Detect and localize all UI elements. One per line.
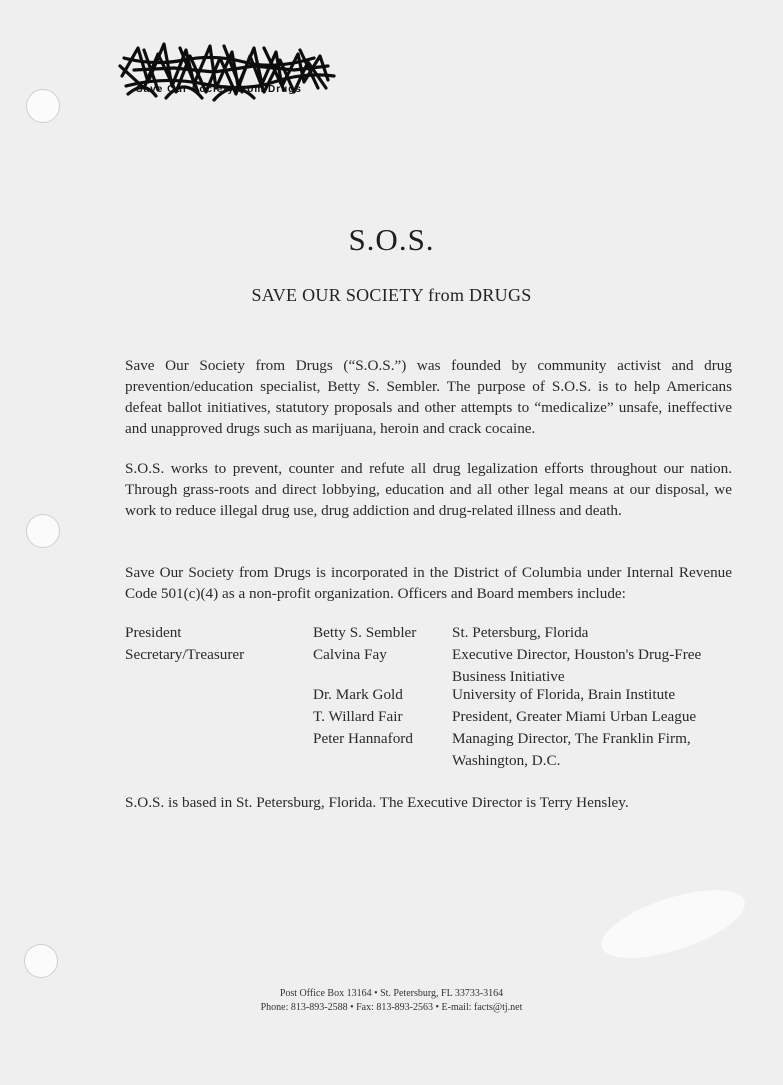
page-title: S.O.S. bbox=[348, 222, 435, 257]
mission-paragraph: S.O.S. works to prevent, counter and refute all drug legalization efforts throughout our nation. Through grass-roots and direct lobbying, education and all other legal means at our disposal, we work to reduce illegal drug use, drug addiction and drug-related illness and death. bbox=[125, 460, 732, 519]
officer-affiliation: Managing Director, The Franklin Firm, Washington, D.C. bbox=[452, 730, 691, 769]
redacted-logo bbox=[114, 36, 340, 108]
incorporation-paragraph: Save Our Society from Drugs is incorporated in the District of Columbia under Internal Revenue Code 501(c)(4) as a non-profit organization. Officers and Board members include: bbox=[125, 564, 732, 602]
officer-title: President bbox=[125, 624, 182, 641]
redaction-scribble bbox=[114, 36, 340, 108]
officer-affiliation: Executive Director, Houston's Drug-Free Business Initiative bbox=[452, 646, 702, 685]
footer-phone-email: Phone: 813-893-2588 • Fax: 813-893-2563 • E-mail: facts@tj.net bbox=[260, 1002, 523, 1013]
footer-address: Post Office Box 13164 • St. Petersburg, FL 33733-3164 bbox=[279, 988, 504, 999]
officer-affiliation: University of Florida, Brain Institute bbox=[452, 686, 676, 703]
punch-hole-top bbox=[26, 89, 60, 123]
officer-name: Dr. Mark Gold bbox=[313, 686, 403, 703]
officer-name: T. Willard Fair bbox=[313, 708, 403, 725]
officer-affiliation: President, Greater Miami Urban League bbox=[452, 708, 697, 725]
scan-smudge bbox=[594, 876, 753, 972]
intro-paragraph: Save Our Society from Drugs (“S.O.S.”) was founded by community activist and drug prevention/education specialist, Betty S. Sembler. The purpose of S.O.S. is to help Americans defeat ballot initiatives, statutory proposals and other attempts to “medicalize” unsafe, ineffective and unapproved drugs such as marijuana, heroin and crack cocaine. bbox=[125, 357, 732, 437]
logo-text: Save Our Society from Drugs bbox=[136, 84, 302, 95]
punch-hole-bottom bbox=[24, 944, 58, 978]
page-subtitle: SAVE OUR SOCIETY from DRUGS bbox=[251, 285, 532, 305]
footer-contact bbox=[0, 987, 783, 1015]
officer-title: Secretary/Treasurer bbox=[125, 646, 245, 663]
officer-name: Betty S. Sembler bbox=[313, 624, 417, 641]
location-paragraph: S.O.S. is based in St. Petersburg, Florida. The Executive Director is Terry Hensley. bbox=[125, 794, 629, 811]
punch-hole-middle bbox=[26, 514, 60, 548]
officer-name: Calvina Fay bbox=[313, 646, 387, 663]
officer-affiliation: St. Petersburg, Florida bbox=[452, 624, 589, 641]
officer-name: Peter Hannaford bbox=[313, 730, 413, 747]
